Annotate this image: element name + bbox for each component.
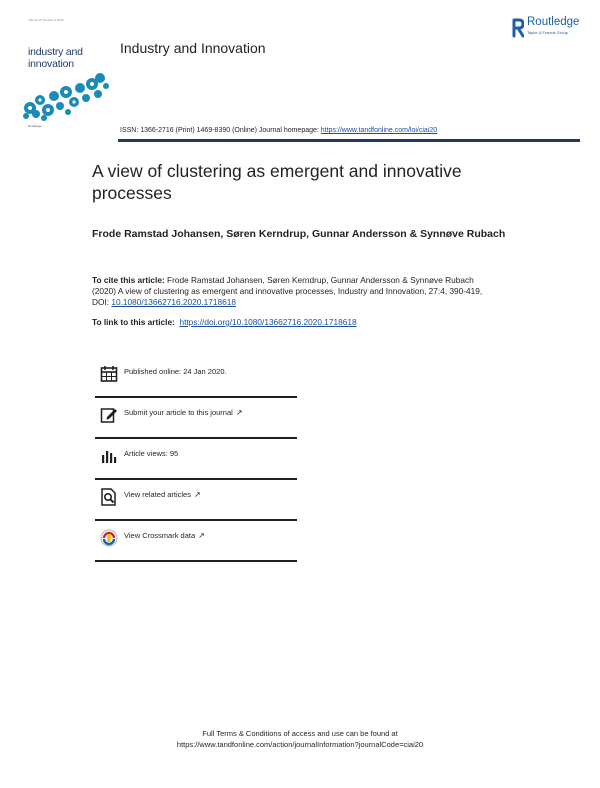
citation-text: Frode Ramstad Johansen, Søren Kerndrup, Gunnar Andersson & Synnøve Rubach (2020) A view of clustering as emergent and innovative processes, Industry and Innovation, 27:4, 390-419, DOI:: [92, 275, 483, 307]
cover-title-line1: industry and: [28, 46, 83, 58]
citation-block: [92, 275, 492, 308]
header-divider: [118, 139, 580, 142]
cover-gear-art: [20, 70, 110, 122]
cover-volume-text: Volume 27 Number 4 2020: [28, 18, 64, 22]
crossmark-link[interactable]: View Crossmark data: [124, 531, 196, 540]
external-link-icon: ↗: [235, 408, 243, 417]
external-link-icon: ↗: [198, 531, 205, 540]
footer-url[interactable]: https://www.tandfonline.com/action/journalInformation?journalCode=ciai20: [176, 740, 424, 749]
article-title: A view of clustering as emergent and innovative processes: [92, 161, 462, 203]
citation-doi-link[interactable]: 10.1080/13662716.2020.1718618: [111, 297, 236, 307]
crossmark-row[interactable]: [95, 521, 297, 561]
citation-label: To cite this article:: [92, 275, 165, 285]
crossmark-icon: [100, 529, 118, 547]
routledge-logo-icon: [512, 18, 524, 38]
info-divider-5: [95, 560, 297, 562]
article-views-text: Article views: 95: [124, 449, 179, 458]
related-articles-link[interactable]: View related articles: [124, 490, 191, 499]
published-online-row: [95, 357, 297, 397]
cover-title-line2: innovation: [28, 58, 74, 70]
submit-article-link[interactable]: Submit your article to this journal: [124, 408, 233, 417]
issn-text: ISSN: 1366-2716 (Print) 1469-8390 (Online) Journal homepage:: [120, 127, 321, 134]
related-articles-row[interactable]: [95, 480, 297, 520]
bar-chart-icon: [100, 447, 118, 465]
article-link-line: [92, 317, 357, 327]
footer-terms: Full Terms & Conditions of access and use can be found at: [202, 729, 398, 738]
edit-icon: [100, 406, 118, 424]
cover-title: [28, 46, 83, 70]
related-search-icon: [100, 488, 118, 506]
published-online-text: Published online: 24 Jan 2020.: [124, 367, 227, 376]
article-doi-url[interactable]: https://doi.org/10.1080/13662716.2020.1718618: [179, 317, 357, 327]
publisher-name: Routledge: [527, 16, 580, 28]
article-authors: Frode Ramstad Johansen, Søren Kerndrup, Gunnar Andersson & Synnøve Rubach: [92, 228, 506, 240]
cover-publisher-mark: Routledge: [28, 124, 42, 128]
submit-article-row[interactable]: [95, 398, 297, 438]
publisher-tagline: Taylor & Francis Group: [527, 30, 568, 35]
journal-name: Industry and Innovation: [120, 40, 266, 56]
external-link-icon: ↗: [193, 490, 201, 499]
journal-homepage-link[interactable]: https://www.tandfonline.com/loi/ciai20: [320, 127, 438, 134]
link-label: To link to this article:: [92, 317, 175, 327]
issn-line: [120, 127, 437, 134]
calendar-icon: [100, 365, 118, 383]
article-views-row: [95, 439, 297, 479]
